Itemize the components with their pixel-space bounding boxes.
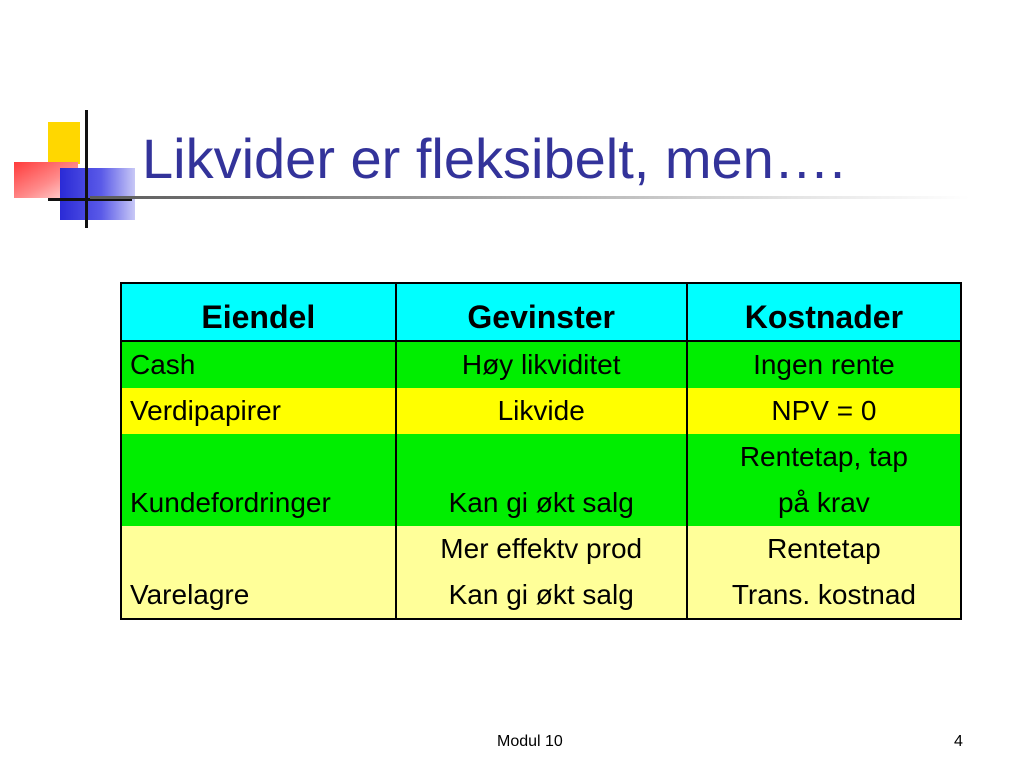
cell-gains-line: Høy likviditet: [461, 349, 621, 380]
cell-costs: [687, 341, 961, 388]
cell-costs: [687, 434, 961, 526]
table-row-securities: [121, 388, 961, 434]
cell-asset: Kundefordringer: [121, 434, 396, 526]
footer-module-label: Modul 10: [497, 733, 563, 750]
cell-costs-line: på krav: [777, 487, 870, 518]
table-row-inventory: [121, 526, 961, 619]
slide-title: Likvider er fleksibelt, men….: [142, 127, 846, 190]
logo-yellow-square: [48, 122, 80, 164]
table-row-cash: [121, 341, 961, 388]
logo-blue-square: [60, 168, 135, 220]
header-asset: Eiendel: [121, 283, 396, 341]
logo-vertical-line: [85, 110, 88, 228]
title-underline: [90, 196, 970, 199]
cell-costs-line: Ingen rente: [753, 349, 895, 380]
header-gains: Gevinster: [396, 283, 687, 341]
cell-costs-line: Rentetap, tap: [739, 441, 908, 472]
cell-costs-line: NPV = 0: [771, 395, 877, 426]
cell-gains: [396, 341, 687, 388]
cell-asset: Cash: [121, 341, 396, 388]
cell-asset: Verdipapirer: [121, 388, 396, 434]
cell-costs-line: Trans. kostnad: [731, 579, 916, 610]
header-costs: Kostnader: [687, 283, 961, 341]
cell-gains-line: Likvide: [497, 395, 585, 426]
cell-gains: [396, 526, 687, 619]
asset-comparison-table: [120, 282, 962, 620]
cell-gains-line: Mer effektv prod: [440, 533, 643, 564]
cell-asset: Varelagre: [121, 526, 396, 619]
cell-costs-line: Rentetap: [767, 533, 881, 564]
table-row-receivables: [121, 434, 961, 526]
slide-logo-decoration: [0, 100, 150, 235]
table-header-row: [121, 283, 961, 341]
cell-gains-line: Kan gi økt salg: [448, 487, 634, 518]
cell-costs: [687, 388, 961, 434]
page-number: 4: [954, 733, 963, 750]
cell-costs: [687, 526, 961, 619]
cell-gains: [396, 388, 687, 434]
cell-gains-line: Kan gi økt salg: [448, 579, 634, 610]
cell-gains: [396, 434, 687, 526]
